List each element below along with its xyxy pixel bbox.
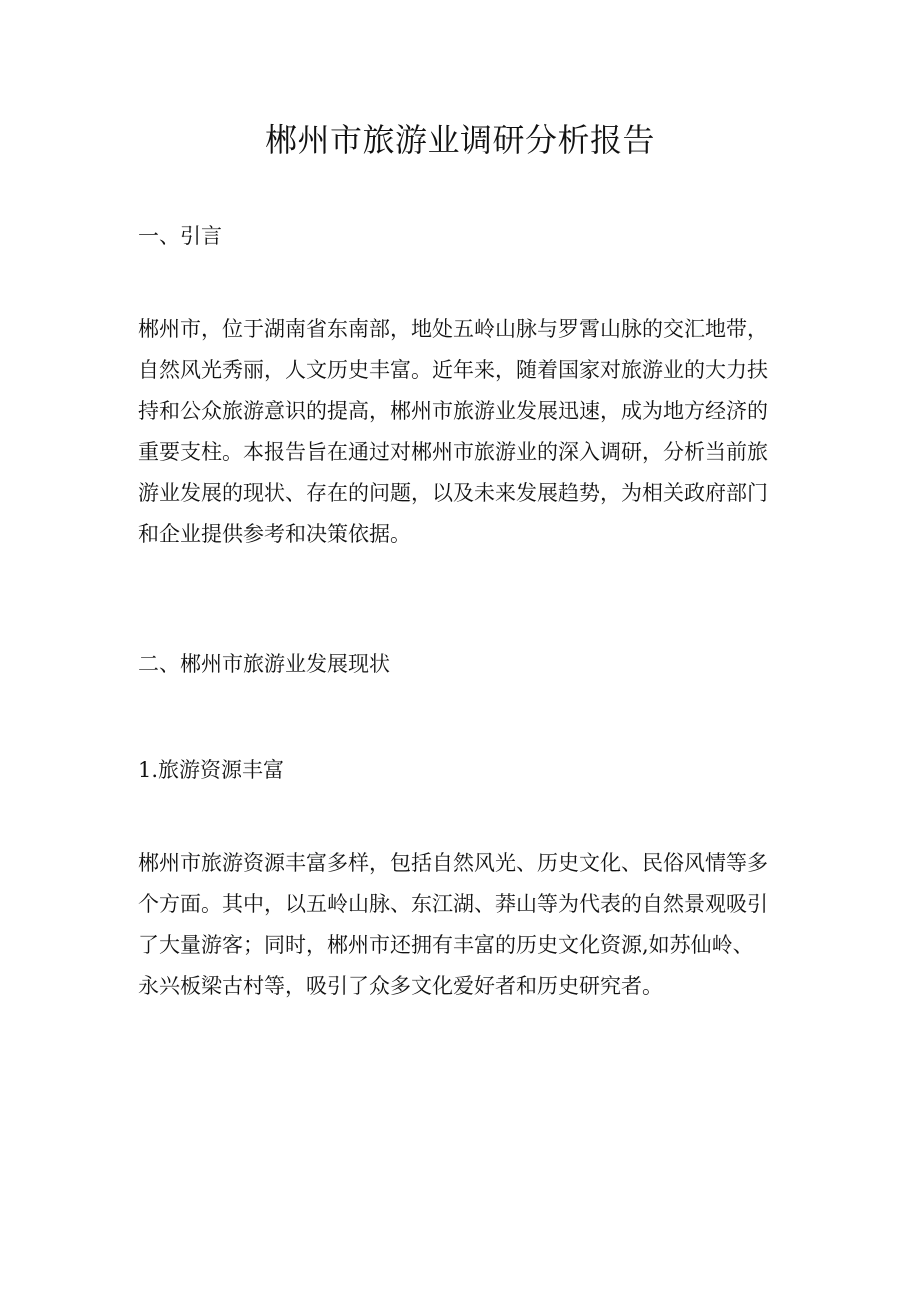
paragraph-line: 游业发展的现状、存在的问题，以及未来发展趋势，为相关政府部门 — [138, 481, 768, 505]
paragraph-line: 郴州市，位于湖南省东南部，地处五岭山脉与罗霄山脉的交汇地带， — [138, 317, 768, 341]
document-title: 郴州市旅游业调研分析报告 — [264, 121, 655, 159]
paragraph-line: 持和公众旅游意识的提高，郴州市旅游业发展迅速，成为地方经济的 — [138, 399, 768, 423]
paragraph-line: 个方面。其中，以五岭山脉、东江湖、莽山等为代表的自然景观吸引 — [138, 892, 768, 916]
subsection-heading-resources: 1.旅游资源丰富 — [138, 758, 285, 782]
paragraph-line: 了大量游客；同时，郴州市还拥有丰富的历史文化资源,如苏仙岭、 — [138, 933, 754, 957]
paragraph-line: 郴州市旅游资源丰富多样，包括自然风光、历史文化、民俗风情等多 — [138, 851, 768, 875]
section-heading-introduction: 一、引言 — [138, 224, 222, 248]
paragraph-line: 重要支柱。本报告旨在通过对郴州市旅游业的深入调研，分析当前旅 — [138, 440, 768, 464]
paragraph-line: 自然风光秀丽，人文历史丰富。近年来，随着国家对旅游业的大力扶 — [138, 358, 768, 382]
introduction-paragraph — [138, 309, 798, 555]
section-heading-status: 二、郴州市旅游业发展现状 — [138, 652, 390, 676]
paragraph-line: 永兴板梁古村等，吸引了众多文化爱好者和历史研究者。 — [138, 974, 663, 998]
resources-paragraph — [138, 843, 798, 1007]
paragraph-line: 和企业提供参考和决策依据。 — [138, 522, 411, 546]
